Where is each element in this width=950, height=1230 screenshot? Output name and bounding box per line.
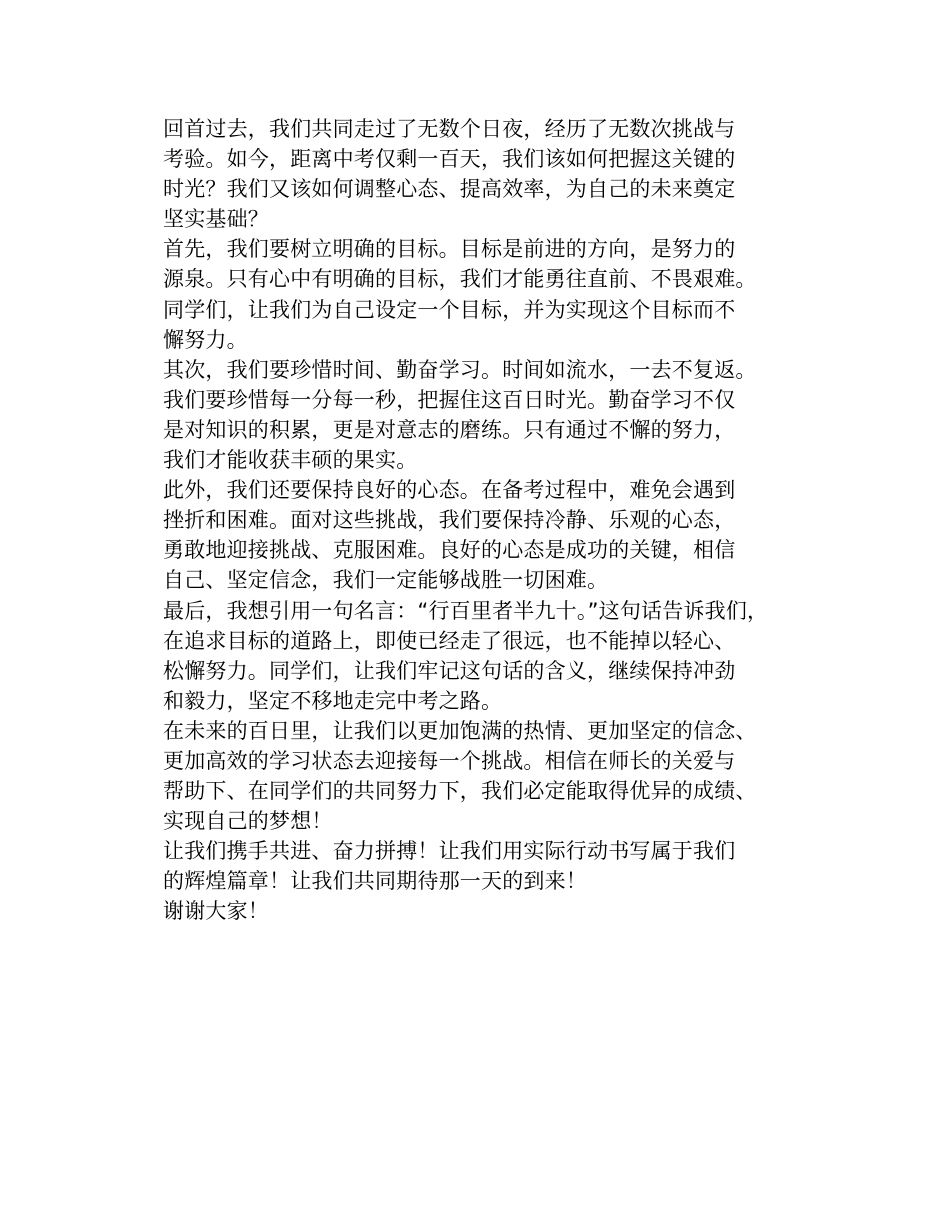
paragraph-closing (163, 896, 813, 926)
paragraph-intro (163, 114, 813, 234)
paragraph-quote (163, 596, 813, 716)
document-body (163, 114, 813, 927)
text-line: 的辉煌篇章！让我们共同期待那一天的到来！ (163, 869, 587, 894)
text-line: 时光？我们又该如何调整心态、提高效率，为自己的未来奠定 (163, 177, 736, 202)
text-line: 懈努力。 (163, 327, 248, 352)
text-line: 在未来的百日里，让我们以更加饱满的热情、更加坚定的信念、 (163, 718, 757, 743)
text-line: 坚实基础？ (163, 207, 269, 232)
text-line: 让我们携手共进、奋力拼搏！让我们用实际行动书写属于我们 (163, 839, 736, 864)
text-line: 松懈努力。同学们，让我们牢记这句话的含义，继续保持冲劲 (163, 658, 736, 683)
text-line: 同学们，让我们为自己设定一个目标，并为实现这个目标而不 (163, 297, 736, 322)
text-line: 最后，我想引用一句名言：“行百里者半九十。”这句话告诉我们， (163, 598, 769, 623)
text-line: 自己、坚定信念，我们一定能够战胜一切困难。 (163, 568, 609, 593)
paragraph-goals (163, 234, 813, 354)
text-line: 首先，我们要树立明确的目标。目标是前进的方向，是努力的 (163, 237, 736, 262)
paragraph-call-to-action (163, 836, 813, 896)
text-line: 在追求目标的道路上，即使已经走了很远，也不能掉以轻心、 (163, 628, 736, 653)
paragraph-time (163, 355, 813, 475)
text-line: 我们才能收获丰硕的果实。 (163, 448, 418, 473)
text-line: 谢谢大家！ (163, 899, 269, 924)
text-line: 帮助下、在同学们的共同努力下，我们必定能取得优异的成绩、 (163, 779, 757, 804)
text-line: 其次，我们要珍惜时间、勤奋学习。时间如流水，一去不复返。 (163, 357, 757, 382)
text-line: 源泉。只有心中有明确的目标，我们才能勇往直前、不畏艰难。 (163, 267, 757, 292)
paragraph-mindset (163, 475, 813, 595)
text-line: 是对知识的积累，更是对意志的磨练。只有通过不懈的努力， (163, 417, 736, 442)
text-line: 更加高效的学习状态去迎接每一个挑战。相信在师长的关爱与 (163, 748, 736, 773)
text-line: 考验。如今，距离中考仅剩一百天，我们该如何把握这关键的 (163, 147, 736, 172)
text-line: 挫折和困难。面对这些挑战，我们要保持冷静、乐观的心态， (163, 508, 736, 533)
text-line: 实现自己的梦想！ (163, 809, 333, 834)
text-line: 和毅力，坚定不移地走完中考之路。 (163, 688, 503, 713)
text-line: 此外，我们还要保持良好的心态。在备考过程中，难免会遇到 (163, 478, 736, 503)
text-line: 我们要珍惜每一分每一秒，把握住这百日时光。勤奋学习不仅 (163, 387, 736, 412)
text-line: 回首过去，我们共同走过了无数个日夜，经历了无数次挑战与 (163, 117, 736, 141)
paragraph-future (163, 716, 813, 836)
text-line: 勇敢地迎接挑战、克服困难。良好的心态是成功的关键，相信 (163, 538, 736, 563)
